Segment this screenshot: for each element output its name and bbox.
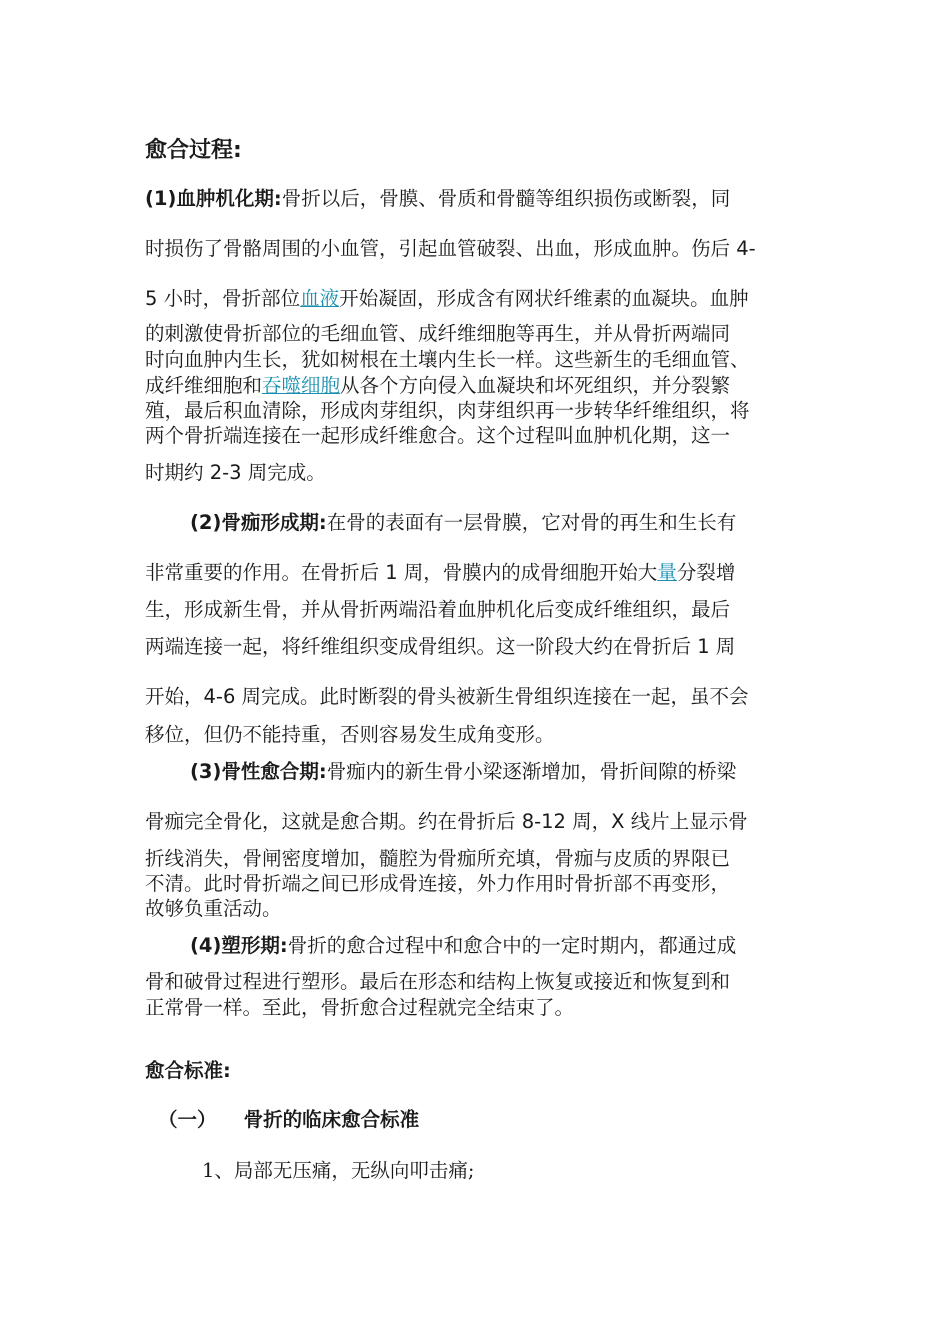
stage1-title: (1)血肿机化期: — [145, 187, 282, 210]
stage4-line2: 骨和破骨过程进行塑形。最后在形态和结构上恢复或接近和恢复到和 — [145, 970, 731, 993]
stage4-title: (4)塑形期: — [190, 934, 288, 957]
link-blood[interactable]: 血液 — [300, 287, 340, 310]
link-phagocyte[interactable]: 吞噬细胞 — [262, 374, 341, 397]
stage2-line2: 非常重要的作用。在骨折后 1 周，骨膜内的成骨细胞开始大量分裂增 — [145, 561, 736, 584]
stage3-line2: 骨痂完全骨化，这就是愈合期。约在骨折后 8-12 周，X 线片上显示骨 — [145, 810, 748, 833]
stage1-line4: 的刺激使骨折部位的毛细血管、成纤维细胞等再生，并从骨折两端同 — [145, 322, 731, 345]
stage2-line3: 生，形成新生骨，并从骨折两端沿着血肿机化后变成纤维组织，最后 — [145, 598, 731, 621]
stage1-line9: 时期约 2-3 周完成。 — [145, 461, 326, 484]
stage2-line6: 移位，但仍不能持重，否则容易发生成角变形。 — [145, 723, 555, 746]
section-heading-healing-process: 愈合过程: — [145, 138, 242, 163]
link-amount[interactable]: 量 — [657, 561, 677, 584]
stage3-title: (3)骨性愈合期: — [190, 760, 327, 783]
stage3-line1: (3)骨性愈合期:骨痂内的新生骨小梁逐渐增加，骨折间隙的桥梁 — [190, 760, 737, 783]
stage4-line1: (4)塑形期:骨折的愈合过程中和愈合中的一定时期内，都通过成 — [190, 934, 737, 957]
list-item-1: 1、局部无压痛，无纵向叩击痛; — [202, 1159, 475, 1182]
stage1-line1: (1)血肿机化期:骨折以后，骨膜、骨质和骨髓等组织损伤或断裂，同 — [145, 187, 731, 210]
stage3-line4: 不清。此时骨折端之间已形成骨连接，外力作用时骨折部不再变形， — [145, 872, 731, 895]
stage1-line2: 时损伤了骨骼周围的小血管，引起血管破裂、出血，形成血肿。伤后 4- — [145, 237, 756, 260]
stage1-line5: 时向血肿内生长，犹如树根在土壤内生长一样。这些新生的毛细血管、 — [145, 348, 750, 371]
stage2-title: (2)骨痂形成期: — [190, 511, 327, 534]
stage1-line6: 成纤维细胞和吞噬细胞从各个方向侵入血凝块和坏死组织，并分裂繁 — [145, 374, 731, 397]
stage4-line3: 正常骨一样。至此，骨折愈合过程就完全结束了。 — [145, 996, 575, 1019]
stage2-line4: 两端连接一起，将纤维组织变成骨组织。这一阶段大约在骨折后 1 周 — [145, 635, 736, 658]
sub-heading-clinical-standard: （一） 骨折的临床愈合标准 — [158, 1108, 420, 1131]
stage1-line3: 5 小时，骨折部位血液开始凝固，形成含有网状纤维素的血凝块。血肿 — [145, 287, 749, 310]
stage1-line7: 殖，最后积血清除，形成肉芽组织，肉芽组织再一步转华纤维组织，将 — [145, 399, 750, 422]
stage2-line1: (2)骨痂形成期:在骨的表面有一层骨膜，它对骨的再生和生长有 — [190, 511, 737, 534]
stage3-line5: 故够负重活动。 — [145, 897, 282, 920]
section-heading-healing-standard: 愈合标准: — [145, 1059, 231, 1082]
stage3-line3: 折线消失，骨闸密度增加，髓腔为骨痂所充填，骨痂与皮质的界限已 — [145, 847, 731, 870]
stage1-line8: 两个骨折端连接在一起形成纤维愈合。这个过程叫血肿机化期，这一 — [145, 424, 731, 447]
stage2-line5: 开始，4-6 周完成。此时断裂的骨头被新生骨组织连接在一起，虽不会 — [145, 685, 749, 708]
